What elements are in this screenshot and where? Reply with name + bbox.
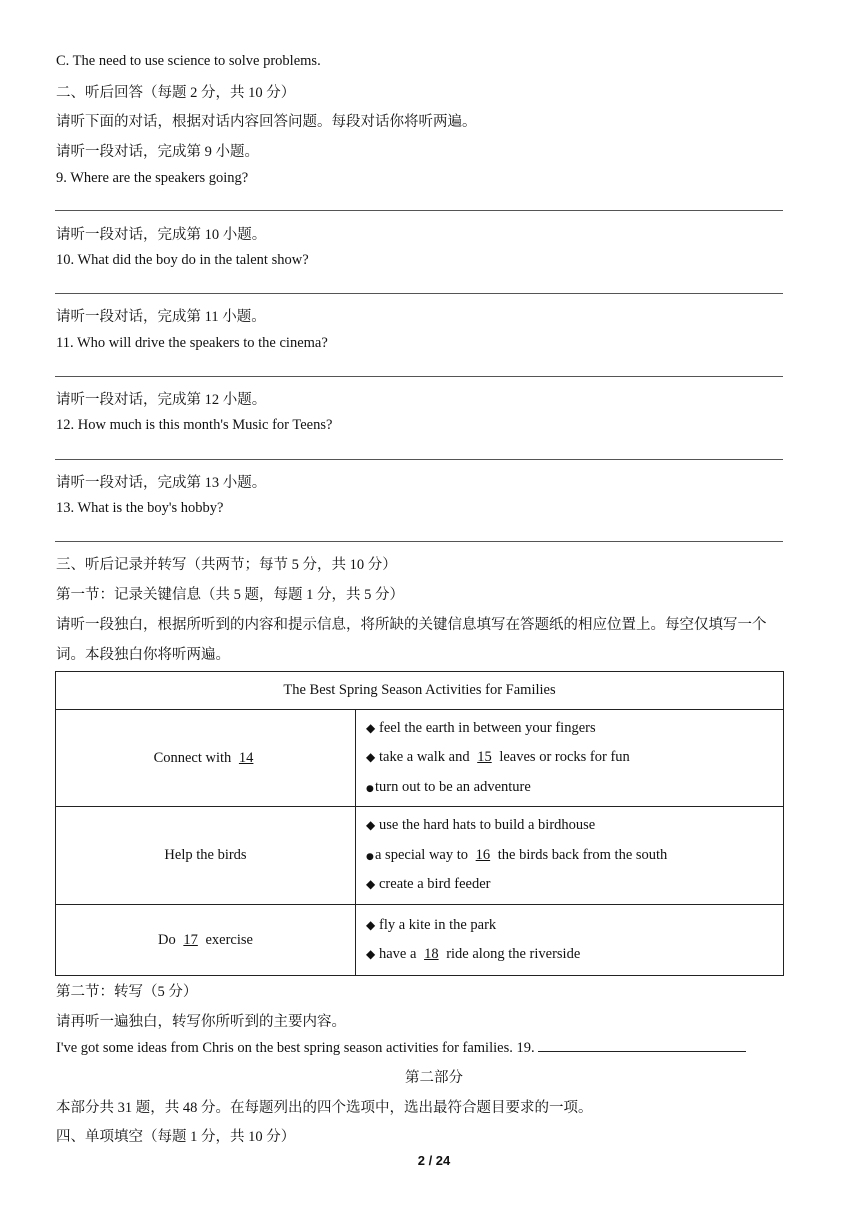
diamond-icon: ◆ bbox=[366, 917, 376, 932]
question-10: 10. What did the boy do in the talent show? bbox=[56, 252, 309, 268]
bullet-item: ◆ take a walk and 15 leaves or rocks for fun bbox=[366, 743, 783, 773]
row-exercise-bullets bbox=[356, 905, 784, 976]
blank-15[interactable]: 15 bbox=[477, 749, 492, 766]
row-connect-label bbox=[56, 710, 356, 807]
bullet-item: ◆ have a 18 ride along the riverside bbox=[366, 940, 783, 970]
prompt-q9: 请听一段对话，完成第 9 小题。 bbox=[56, 144, 259, 160]
line-option-c: C. The need to use science to solve problems. bbox=[56, 53, 321, 69]
prompt-q10: 请听一段对话，完成第 10 小题。 bbox=[56, 227, 267, 243]
question-12: 12. How much is this month's Music for Teens? bbox=[56, 417, 333, 433]
section-3b-heading: 第二节：转写（5 分） bbox=[56, 984, 198, 1000]
bullet-item: ●turn out to be an adventure bbox=[366, 773, 783, 803]
blank-16[interactable]: 16 bbox=[475, 846, 491, 863]
bullet-item: ●a special way to 16 the birds back from the south bbox=[366, 841, 783, 871]
section-3a-instruction-1: 请听一段独白，根据所听到的内容和提示信息，将所缺的关键信息填写在答题纸的相应位置上。每空仅填写一个 bbox=[56, 617, 767, 633]
section-2-instruction: 请听下面的对话，根据对话内容回答问题。每段对话你将听两遍。 bbox=[56, 114, 477, 130]
section-3-heading: 三、听后记录并转写（共两节；每节 5 分，共 10 分） bbox=[56, 557, 397, 573]
blank-17[interactable]: 17 bbox=[183, 931, 198, 948]
activities-table bbox=[55, 671, 784, 976]
transcription-text: I've got some ideas from Chris on the best spring season activities for families. 19. bbox=[56, 1040, 535, 1056]
section-2-heading: 二、听后回答（每题 2 分，共 10 分） bbox=[56, 85, 296, 101]
bullet-item: ◆ fly a kite in the park bbox=[366, 911, 783, 941]
row-exercise-label: Do 17 exercise bbox=[56, 905, 356, 976]
prompt-q13: 请听一段对话，完成第 13 小题。 bbox=[56, 475, 267, 491]
answer-line-10[interactable] bbox=[55, 293, 783, 294]
prompt-q11: 请听一段对话，完成第 11 小题。 bbox=[56, 309, 266, 325]
row-birds-bullets bbox=[356, 807, 784, 905]
table-title: The Best Spring Season Activities for Families bbox=[56, 672, 784, 710]
row-birds-label: Help the birds bbox=[56, 807, 356, 905]
page-number: 2 / 24 bbox=[417, 1153, 451, 1168]
dot-icon: ● bbox=[366, 851, 374, 862]
bullet-item: ◆ create a bird feeder bbox=[366, 870, 783, 900]
prompt-q12: 请听一段对话，完成第 12 小题。 bbox=[56, 392, 267, 408]
diamond-icon: ◆ bbox=[366, 947, 376, 961]
answer-line-12[interactable] bbox=[55, 459, 783, 460]
question-11: 11. Who will drive the speakers to the cinema? bbox=[56, 335, 328, 351]
diamond-icon: ◆ bbox=[366, 750, 376, 765]
section-3a-instruction-2: 词。本段独白你将听两遍。 bbox=[56, 647, 230, 663]
section-4-heading: 四、单项填空（每题 1 分，共 10 分） bbox=[56, 1129, 296, 1145]
question-13: 13. What is the boy's hobby? bbox=[56, 500, 224, 516]
bullet-item: ◆ feel the earth in between your fingers bbox=[366, 714, 783, 744]
answer-line-13[interactable] bbox=[55, 541, 783, 542]
section-3b-instruction: 请再听一遍独白，转写你所听到的主要内容。 bbox=[56, 1014, 346, 1030]
row-connect-bullets bbox=[356, 710, 784, 807]
section-3a-heading: 第一节：记录关键信息（共 5 题，每题 1 分，共 5 分） bbox=[56, 587, 404, 603]
row-connect-text: Connect with bbox=[153, 749, 232, 766]
diamond-icon: ◆ bbox=[366, 877, 376, 892]
blank-18[interactable]: 18 bbox=[424, 946, 439, 962]
diamond-icon: ◆ bbox=[366, 818, 376, 833]
part-2-instruction: 本部分共 31 题，共 48 分。在每题列出的四个选项中，选出最符合题目要求的一项。 bbox=[56, 1100, 593, 1116]
dot-icon: ● bbox=[366, 783, 374, 794]
answer-line-9[interactable] bbox=[55, 210, 783, 211]
answer-line-11[interactable] bbox=[55, 376, 783, 377]
bullet-item: ◆ use the hard hats to build a birdhouse bbox=[366, 811, 783, 841]
answer-line-19[interactable] bbox=[538, 1039, 746, 1052]
part-2-title: 第二部分 bbox=[405, 1070, 463, 1086]
blank-14[interactable]: 14 bbox=[238, 749, 254, 766]
transcription-line bbox=[56, 1039, 746, 1057]
diamond-icon: ◆ bbox=[366, 720, 376, 735]
question-9: 9. Where are the speakers going? bbox=[56, 170, 249, 186]
